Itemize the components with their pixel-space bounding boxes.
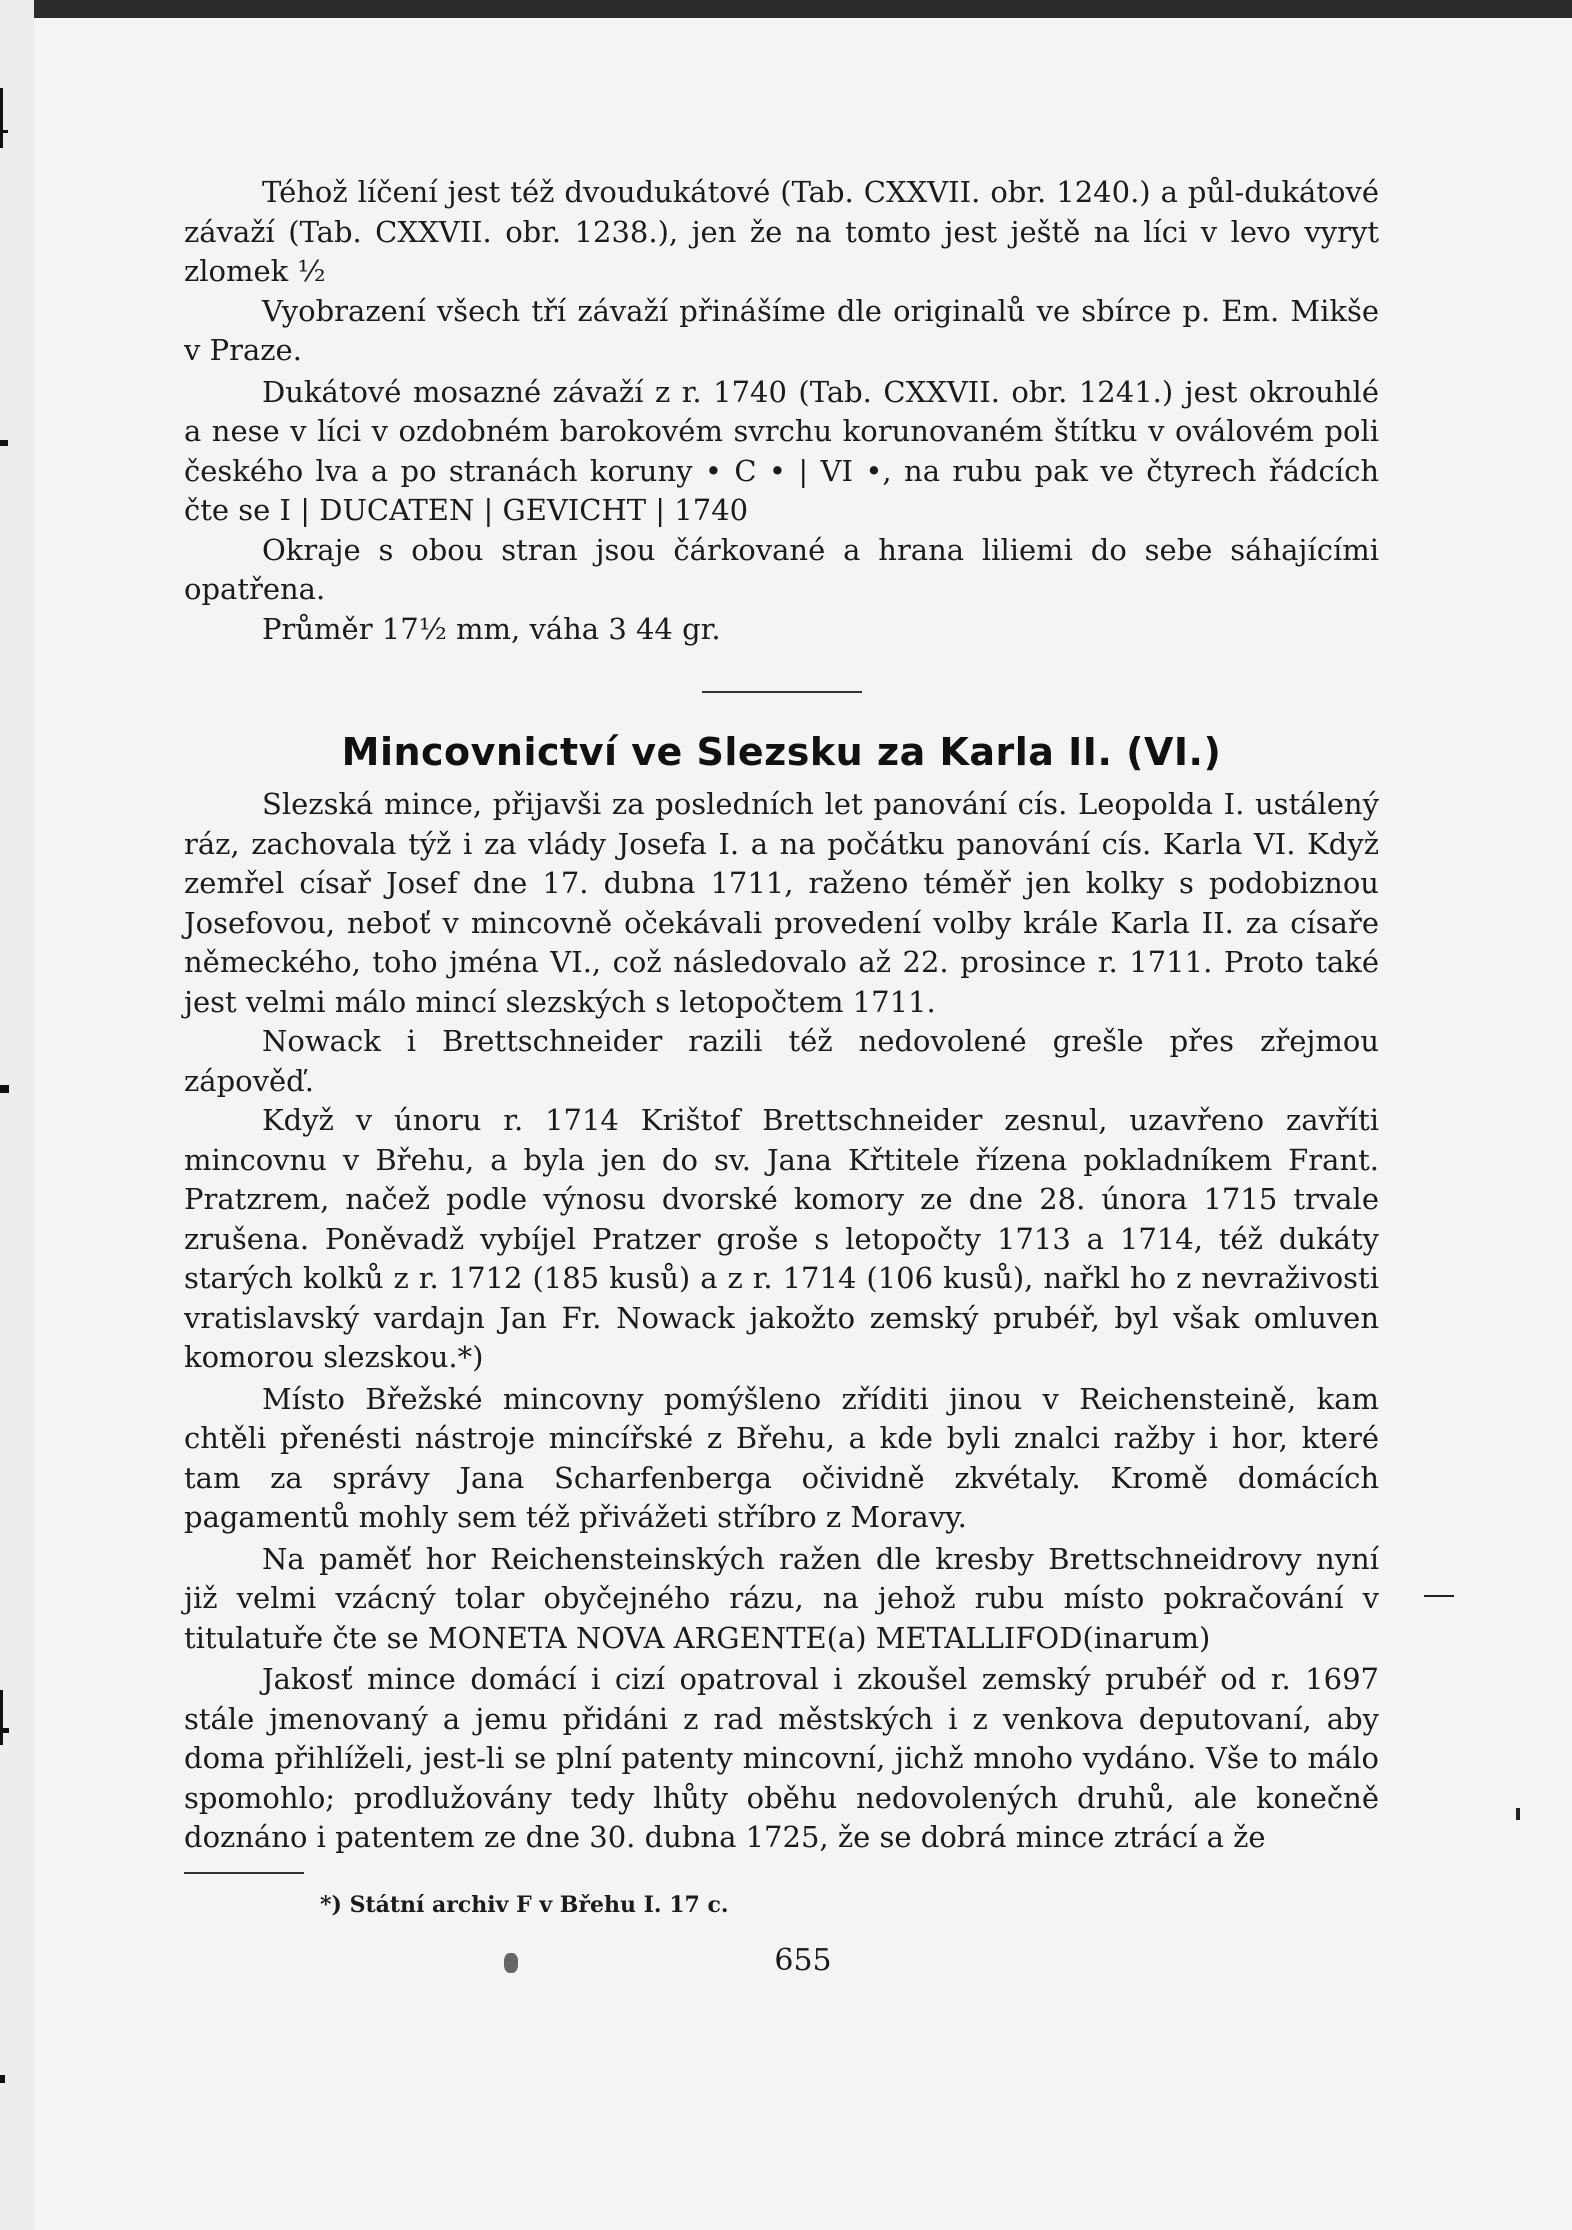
scan-mark (0, 88, 3, 148)
paragraph: Vyobrazení všech tří závaží přinášíme dle originalů ve sbírce p. Em. Mikše v Praze. (184, 293, 1379, 367)
scan-left-margin (0, 0, 34, 2230)
paragraph: Okraje s obou stran jsou čárkované a hrana liliemi do sebe sáhajícími opatřena. (184, 532, 1379, 606)
margin-mark (1516, 1808, 1520, 1820)
paragraph: Dukátové mosazné závaží z r. 1740 (Tab. CXXVII. obr. 1241.) jest okrouhlé a nese v líci v ozdobném barokovém svrchu korunovaném štítku v oválovém poli českého lva a po stranách koruny • C • | VI •, na rubu pak ve čtyrech řádcích čte se I | DUCATEN | GEVICHT | 1740 (184, 374, 1379, 527)
paragraph: Jakosť mince domácí i cizí opatroval i zkoušel zemský prubéř od r. 1697 stále jmenovaný a jemu přidáni z rad městských i z venkova deputovaní, aby doma přihlíželi, jest-li se plní patenty mincovní, jichž mnoho vydáno. Vše to málo spomohlo; prodlužovány tedy lhůty oběhu nedovolených druhů, ale konečně doznáno i patentem ze dne 30. dubna 1725, že se dobrá mince ztrácí a že (184, 1662, 1379, 1854)
scan-mark (0, 2075, 5, 2083)
paragraph: Nowack i Brettschneider razili též nedovolené grešle přes zřejmou zápověď. (184, 1024, 1379, 1098)
section-title: Mincovnictví ve Slezsku za Karla II. (VI.) (341, 730, 1222, 774)
scan-top-edge (0, 0, 1572, 18)
paragraph: Průměr 17½ mm, váha 3 44 gr. (262, 611, 721, 646)
paragraph: Místo Břežské mincovny pomýšleno zříditi jinou v Reichensteině, kam chtěli přenésti nástroje mincířské z Břehu, a kde byli znalci ražby i hor, které tam za správy Jana Scharfenberga očividně zkvétaly. Kromě domácích pagamentů mohly sem též přivážeti stříbro z Moravy. (184, 1381, 1379, 1534)
scan-mark (0, 1085, 9, 1093)
footnote-divider (184, 1872, 304, 1874)
paragraph: Na paměť hor Reichensteinských ražen dle kresby Brettschneidrovy nyní již velmi vzácný tolar obyčejného rázu, na jehož rubu místo pokračování v titulatuře čte se MONETA NOVA ARGENTE(a) METALLIFOD(inarum) (184, 1541, 1379, 1655)
scan-mark (0, 440, 8, 446)
page-number: 655 (774, 1943, 832, 1978)
page-text (184, 173, 1379, 1920)
paragraph: Když v únoru r. 1714 Krištof Brettschneider zesnul, uzavřeno zavříti mincovnu v Břehu, a byla jen do sv. Jana Křtitele řízena pokladníkem Frant. Pratzrem, načež podle výnosu dvorské komory ze dne 28. února 1715 trvale zrušena. Poněvadž vybíjel Pratzer groše s letopočty 1713 a 1714, též dukáty starých kolků z r. 1712 (185 kusů) a z r. 1714 (106 kusů), nařkl ho z nevraživosti vratislavský vardajn Jan Fr. Nowack jakožto zemský prubéř, byl však omluven komorou slezskou.*) (184, 1103, 1379, 1374)
paragraph: Slezská mince, přijavši za posledních let panování cís. Leopolda I. ustálený ráz, zachovala týž i za vlády Josefa I. a na počátku panování cís. Karla VI. Když zemřel císař Josef dne 17. dubna 1711, raženo téměř jen kolky s podobiznou Josefovou, neboť v mincovně očekávali provedení volby krále Karla II. za císaře německého, toho jména VI., což následovalo až 22. prosince r. 1711. Proto také jest velmi málo mincí slezských s letopočtem 1711. (184, 787, 1379, 1019)
section-divider (702, 691, 862, 693)
scan-mark (0, 1690, 3, 1745)
footnote: *) Státní archiv F v Břehu I. 17 c. (320, 1891, 729, 1918)
paragraph: Téhož líčení jest též dvoudukátové (Tab. CXXVII. obr. 1240.) a půl-dukátové závaží (Tab. CXXVII. obr. 1238.), jen že na tomto jest ještě na líci v levo vyryt zlomek ½ (184, 175, 1379, 288)
margin-mark (1424, 1595, 1454, 1597)
scan-mark (0, 1728, 9, 1733)
page (34, 18, 1572, 2230)
